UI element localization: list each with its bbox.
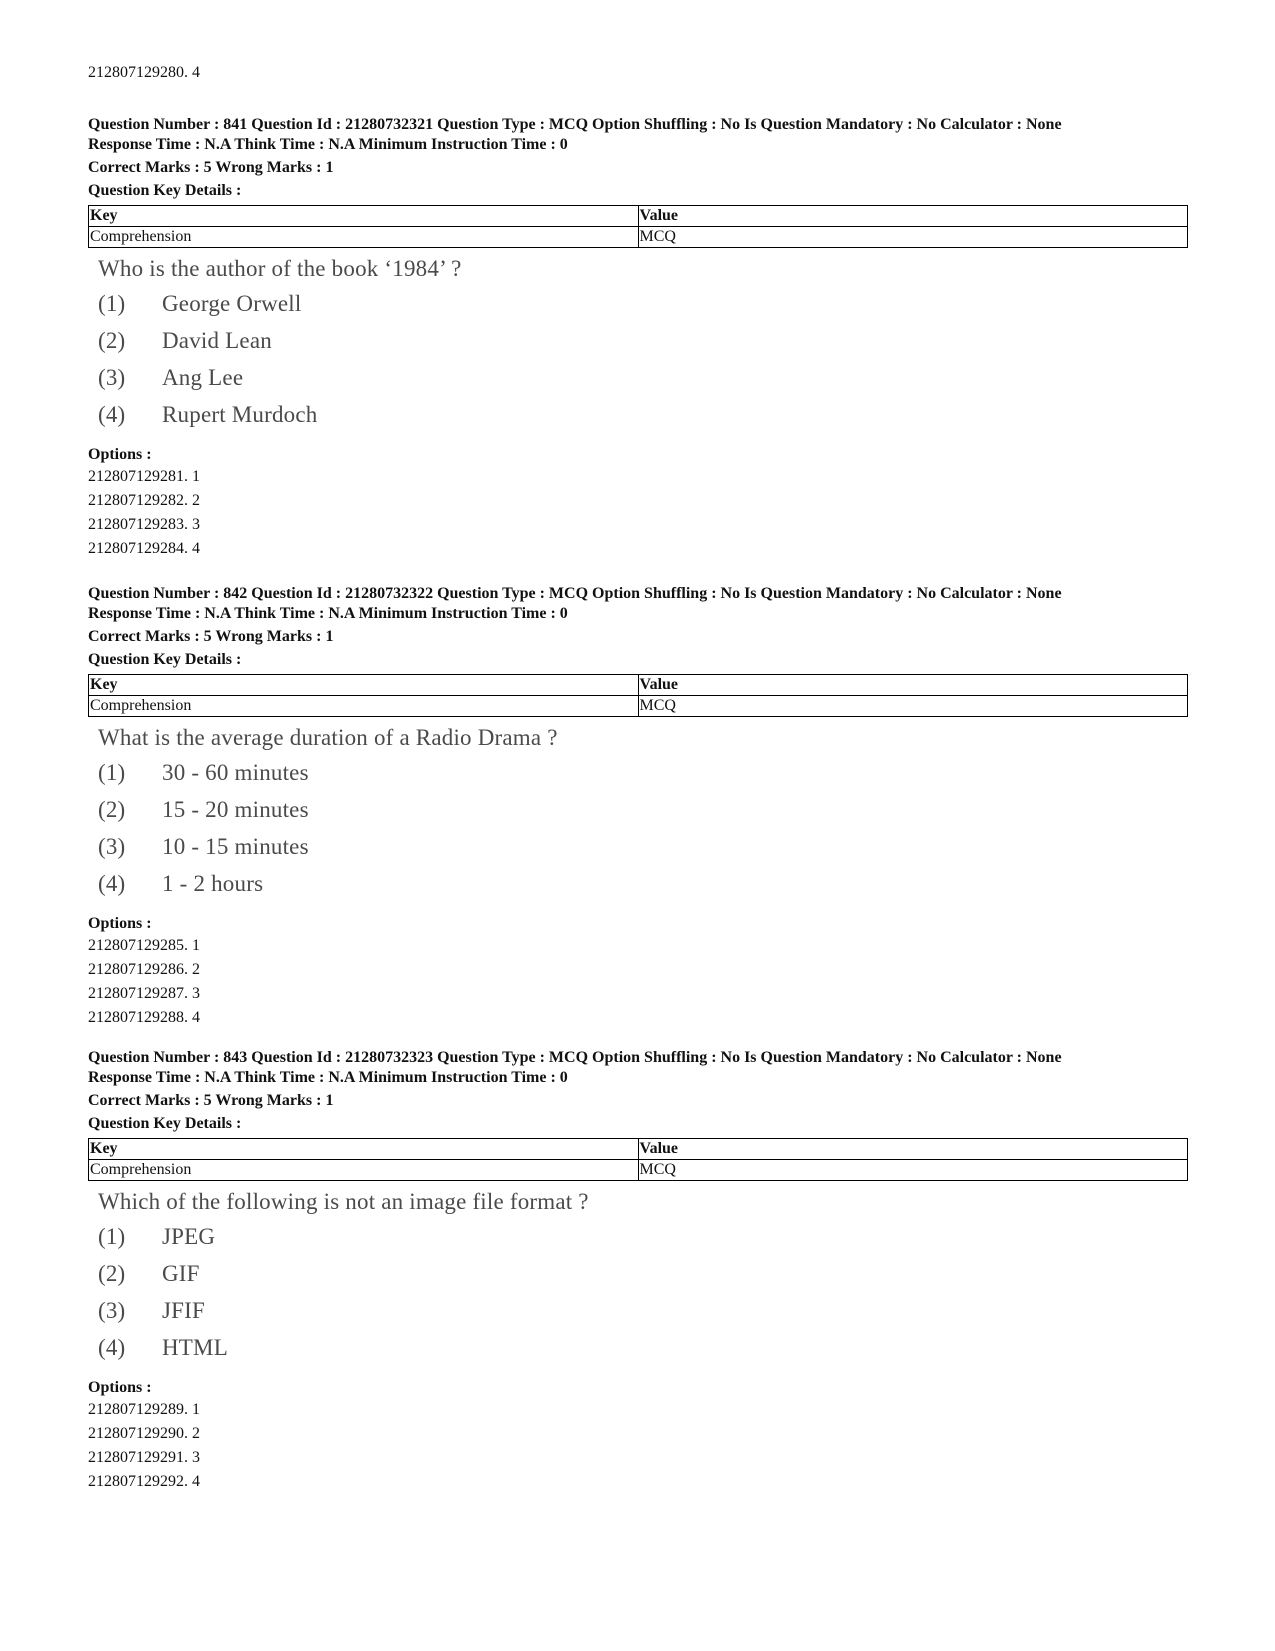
question-header-line2: Response Time : N.A Think Time : N.A Minimum Instruction Time : 0 bbox=[88, 136, 568, 153]
table-key-header: Key bbox=[89, 1139, 639, 1160]
choice-number: (4) bbox=[98, 1335, 126, 1360]
question-marks: Correct Marks : 5 Wrong Marks : 1 bbox=[88, 628, 334, 645]
choice-text: 15 - 20 minutes bbox=[162, 797, 309, 822]
choice-item bbox=[98, 1259, 1188, 1296]
choice-item bbox=[98, 758, 1188, 795]
question-header-line2: Response Time : N.A Think Time : N.A Minimum Instruction Time : 0 bbox=[88, 1069, 568, 1086]
choice-item bbox=[98, 832, 1188, 869]
choice-item bbox=[98, 363, 1188, 400]
question-key-details-label: Question Key Details : bbox=[88, 182, 242, 199]
table-value-header: Value bbox=[638, 675, 1188, 696]
choice-number: (1) bbox=[98, 760, 126, 785]
choice-text: JFIF bbox=[162, 1298, 205, 1323]
question-key-details-label: Question Key Details : bbox=[88, 651, 242, 668]
choice-number: (1) bbox=[98, 291, 126, 316]
question-image bbox=[98, 723, 1188, 906]
choice-number: (4) bbox=[98, 871, 126, 896]
table-value-header: Value bbox=[638, 1139, 1188, 1160]
question-stem: Which of the following is not an image file format ? bbox=[98, 1189, 589, 1214]
choice-text: David Lean bbox=[162, 328, 272, 353]
choice-number: (1) bbox=[98, 1224, 126, 1249]
option-line: 212807129287. 3 bbox=[88, 985, 200, 1002]
table-row bbox=[89, 696, 1188, 717]
option-line: 212807129285. 1 bbox=[88, 937, 200, 954]
options-label: Options : bbox=[88, 446, 152, 463]
option-line: 212807129284. 4 bbox=[88, 540, 200, 557]
question-block-843 bbox=[88, 1048, 1188, 1494]
table-row bbox=[89, 206, 1188, 227]
choice-text: 1 - 2 hours bbox=[162, 871, 264, 896]
option-line: 212807129286. 2 bbox=[88, 961, 200, 978]
question-key-table bbox=[88, 205, 1188, 248]
question-header-line1: Question Number : 843 Question Id : 21280732323 Question Type : MCQ Option Shuffling : No Is Question Mandatory : No Calculator : None bbox=[88, 1049, 1062, 1066]
choice-number: (2) bbox=[98, 797, 126, 822]
option-line: 212807129291. 3 bbox=[88, 1449, 200, 1466]
choice-text: 30 - 60 minutes bbox=[162, 760, 309, 785]
table-key-cell: Comprehension bbox=[89, 1160, 639, 1181]
choice-number: (4) bbox=[98, 402, 126, 427]
options-label: Options : bbox=[88, 1379, 152, 1396]
question-key-table bbox=[88, 674, 1188, 717]
option-line: 212807129290. 2 bbox=[88, 1425, 200, 1442]
choice-item bbox=[98, 1222, 1188, 1259]
choice-item bbox=[98, 289, 1188, 326]
choice-number: (3) bbox=[98, 834, 126, 859]
previous-option-line: 212807129280. 4 bbox=[88, 64, 200, 81]
choice-number: (3) bbox=[98, 1298, 126, 1323]
option-line: 212807129283. 3 bbox=[88, 516, 200, 533]
table-row bbox=[89, 675, 1188, 696]
table-key-cell: Comprehension bbox=[89, 227, 639, 248]
table-value-cell: MCQ bbox=[638, 227, 1188, 248]
question-key-details-label: Question Key Details : bbox=[88, 1115, 242, 1132]
question-image bbox=[98, 254, 1188, 437]
choice-item bbox=[98, 326, 1188, 363]
table-row bbox=[89, 1160, 1188, 1181]
question-block-841 bbox=[88, 115, 1188, 561]
table-row bbox=[89, 1139, 1188, 1160]
question-marks: Correct Marks : 5 Wrong Marks : 1 bbox=[88, 1092, 334, 1109]
options-label: Options : bbox=[88, 915, 152, 932]
question-key-table bbox=[88, 1138, 1188, 1181]
choice-text: HTML bbox=[162, 1335, 228, 1360]
choice-text: Ang Lee bbox=[162, 365, 244, 390]
choice-text: Rupert Murdoch bbox=[162, 402, 318, 427]
choice-item bbox=[98, 1333, 1188, 1370]
choice-item bbox=[98, 1296, 1188, 1333]
choice-item bbox=[98, 795, 1188, 832]
question-block-842 bbox=[88, 584, 1188, 1030]
choice-number: (3) bbox=[98, 365, 126, 390]
option-line: 212807129282. 2 bbox=[88, 492, 200, 509]
choice-text: JPEG bbox=[162, 1224, 216, 1249]
question-image bbox=[98, 1187, 1188, 1370]
question-stem: Who is the author of the book ‘1984’ ? bbox=[98, 256, 462, 281]
option-line: 212807129292. 4 bbox=[88, 1473, 200, 1490]
choice-item bbox=[98, 869, 1188, 906]
table-value-cell: MCQ bbox=[638, 1160, 1188, 1181]
table-value-header: Value bbox=[638, 206, 1188, 227]
choice-number: (2) bbox=[98, 328, 126, 353]
option-line: 212807129288. 4 bbox=[88, 1009, 200, 1026]
choice-text: 10 - 15 minutes bbox=[162, 834, 309, 859]
table-key-header: Key bbox=[89, 675, 639, 696]
question-header-line1: Question Number : 841 Question Id : 21280732321 Question Type : MCQ Option Shuffling : No Is Question Mandatory : No Calculator : None bbox=[88, 116, 1062, 133]
choice-item bbox=[98, 400, 1188, 437]
choice-text: GIF bbox=[162, 1261, 200, 1286]
table-value-cell: MCQ bbox=[638, 696, 1188, 717]
question-header-line1: Question Number : 842 Question Id : 21280732322 Question Type : MCQ Option Shuffling : No Is Question Mandatory : No Calculator : None bbox=[88, 585, 1062, 602]
choice-number: (2) bbox=[98, 1261, 126, 1286]
table-key-header: Key bbox=[89, 206, 639, 227]
option-line: 212807129281. 1 bbox=[88, 468, 200, 485]
choice-text: George Orwell bbox=[162, 291, 302, 316]
question-header-line2: Response Time : N.A Think Time : N.A Minimum Instruction Time : 0 bbox=[88, 605, 568, 622]
table-key-cell: Comprehension bbox=[89, 696, 639, 717]
option-line: 212807129289. 1 bbox=[88, 1401, 200, 1418]
table-row bbox=[89, 227, 1188, 248]
question-marks: Correct Marks : 5 Wrong Marks : 1 bbox=[88, 159, 334, 176]
question-stem: What is the average duration of a Radio Drama ? bbox=[98, 725, 558, 750]
